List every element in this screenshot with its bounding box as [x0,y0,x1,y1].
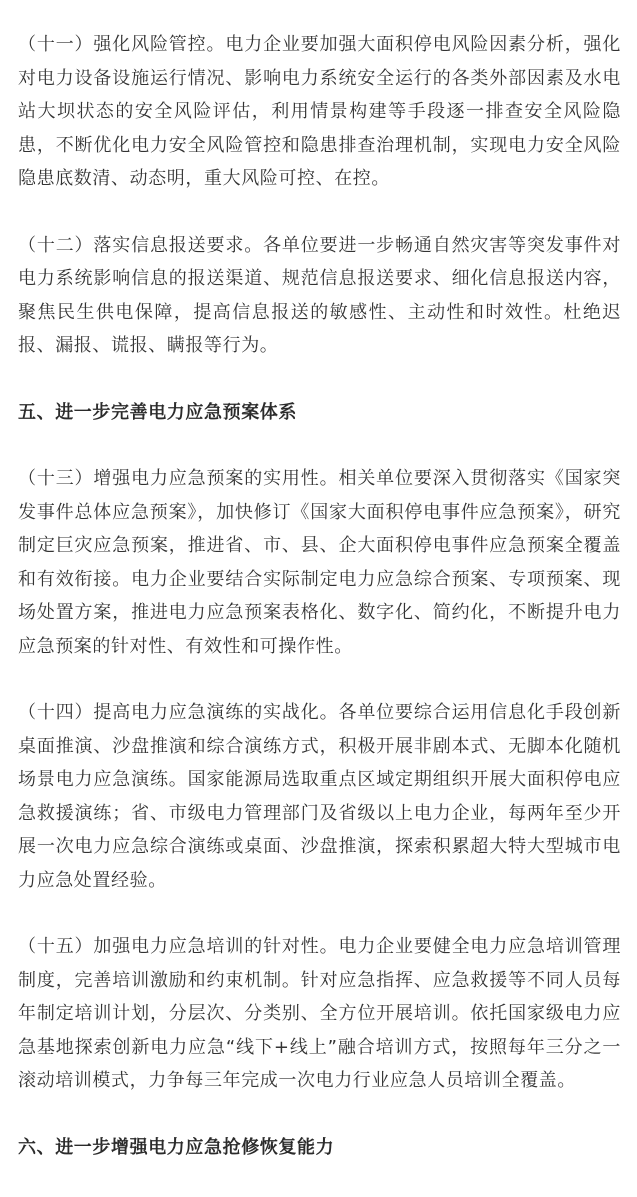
section-heading-6: 六、进一步增强电力应急抢修恢复能力 [18,1136,335,1158]
paragraph-12: （十二）落实信息报送要求。各单位要进一步畅通自然灾害等突发事件对电力系统影响信息的报送渠道、规范信息报送要求、细化信息报送内容，聚焦民生供电保障，提高信息报送的敏感性、主动性和时效性。杜绝迟报、漏报、谎报、瞒报等行为。 [18,234,621,356]
paragraph-14: （十四）提高电力应急演练的实战化。各单位要综合运用信息化手段创新桌面推演、沙盘推演和综合演练方式，积极开展非剧本式、无脚本化随机场景电力应急演练。国家能源局选取重点区域定期组织开展大面积停电应急救援演练；省、市级电力管理部门及省级以上电力企业，每两年至少开展一次电力应急综合演练或桌面、沙盘推演，探索积累超大特大型城市电力应急处置经验。 [18,702,621,891]
article-body [18,28,621,1197]
paragraph-15: （十五）加强电力应急培训的针对性。电力企业要健全电力应急培训管理制度，完善培训激励和约束机制。针对应急指挥、应急救援等不同人员每年制定培训计划，分层次、分类别、全方位开展培训。依托国家级电力应急基地探索创新电力应急“线下+线上”融合培训方式，按照每年三分之一滚动培训模式，力争每三年完成一次电力行业应急人员培训全覆盖。 [18,936,621,1091]
paragraph-11: （十一）强化风险管控。电力企业要加强大面积停电风险因素分析，强化对电力设备设施运行情况、影响电力系统安全运行的各类外部因素及水电站大坝状态的安全风险评估，利用情景构建等手段逐一排查安全风险隐患，不断优化电力安全风险管控和隐患排查治理机制，实现电力安全风险隐患底数清、动态明，重大风险可控、在控。 [18,34,621,189]
paragraph-13: （十三）增强电力应急预案的实用性。相关单位要深入贯彻落实《国家突发事件总体应急预案》，加快修订《国家大面积停电事件应急预案》，研究制定巨灾应急预案，推进省、市、县、企大面积停电事件应急预案全覆盖和有效衔接。电力企业要结合实际制定电力应急综合预案、专项预案、现场处置方案，推进电力应急预案表格化、数字化、简约化，不断提升电力应急预案的针对性、有效性和可操作性。 [18,468,621,657]
section-heading-5: 五、进一步完善电力应急预案体系 [18,401,297,423]
